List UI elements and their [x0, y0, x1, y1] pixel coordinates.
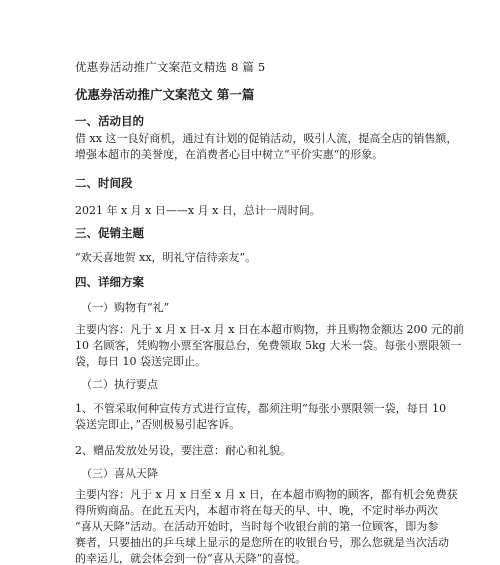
- paragraph-line: 的幸运儿，就会体会到一份“喜从天降”的喜悦。: [75, 552, 307, 565]
- document-title: 优惠券活动推广文案范文 第一篇: [75, 87, 255, 102]
- subheading-surprise: （三）喜从天降: [81, 467, 158, 480]
- paragraph-line: 10 名顾客，凭购物小票至客服总台，免费领取 5kg 大米一袋。每张小票限领一: [75, 339, 462, 352]
- paragraph-line: 袋，每日 10 袋送完即止。: [75, 355, 206, 368]
- section-heading-plan: 四、详细方案: [75, 275, 144, 289]
- document-header: 优惠券活动推广文案范文精选 8 篇 5: [75, 60, 266, 74]
- subheading-gift: （一）购物有“礼”: [81, 301, 170, 314]
- paragraph-line: 主要内容：凡于 x 月 x 日至 x 月 x 日，在本超市购物的顾客，都有机会免费获: [75, 488, 458, 501]
- section-heading-theme: 三、促销主题: [75, 226, 144, 240]
- execution-item-2: 2、赠品发放处另设，要注意：耐心和礼貌。: [75, 444, 291, 457]
- execution-item-1: [75, 401, 447, 433]
- surprise-paragraph: [75, 487, 458, 565]
- paragraph-line: 袋送完即止，”否则极易引起客诉。: [75, 418, 241, 431]
- paragraph-line: 借 xx 这一良好商机，通过有计划的促销活动，吸引人流，提高全店的销售额，: [75, 132, 458, 145]
- gift-paragraph: [75, 322, 464, 370]
- section-heading-purpose: 一、活动目的: [75, 114, 144, 128]
- paragraph-line: 1、不管采取何种宣传方式进行宣传，都须注明“每张小票限领一袋，每日 10: [75, 402, 447, 415]
- paragraph-line: 增强本超市的美誉度，在消费者心目中树立“平价实惠“的形象。: [75, 148, 384, 161]
- section-heading-time: 二、时间段: [75, 176, 133, 190]
- paragraph-line: 赛者，只要抽出的乒乓球上显示的是您所在的收银台号，那么您就是当次活动: [75, 536, 449, 549]
- theme-text: “欢天喜地贺 xx，明礼守信待亲友”。: [75, 251, 257, 264]
- paragraph-line: 得所购商品。在此五天内，本超市将在每天的早、中、晚，不定时举办两次: [75, 504, 438, 517]
- purpose-paragraph: [75, 131, 458, 163]
- paragraph-line: 主要内容：凡于 x 月 x 日-x 月 x 日在本超市购物，并且购物金额达 200 元的前: [75, 323, 464, 336]
- paragraph-line: “喜从天降”活动。在活动开始时，当时每个收银台前的第一位顾客，即为参: [75, 520, 439, 533]
- subheading-execution: （二）执行要点: [81, 378, 158, 391]
- time-text: 2021 年 x 月 x 日——x 月 x 日，总计一周时间。: [75, 204, 321, 217]
